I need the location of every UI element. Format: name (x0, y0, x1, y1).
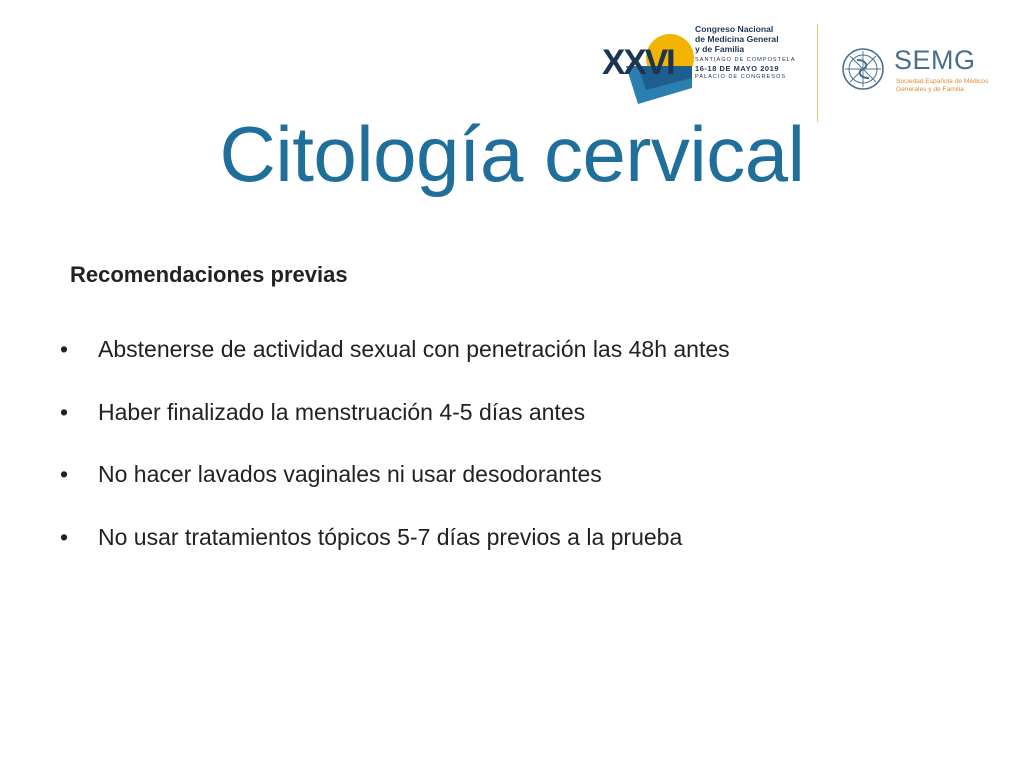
congress-name-line-1: Congreso Nacional (695, 24, 774, 34)
congress-name-line-3: y de Familia (695, 44, 745, 54)
list-item (60, 334, 960, 397)
list-item-text: Abstenerse de actividad sexual con penetración las 48h antes (98, 336, 730, 362)
list-item (60, 459, 960, 522)
congress-name-line-2: de Medicina General (695, 34, 779, 44)
list-item (60, 397, 960, 460)
list-item-text: No usar tratamientos tópicos 5-7 días previos a la prueba (98, 523, 683, 550)
recommendations-list (60, 334, 960, 584)
congress-logo (600, 18, 805, 108)
congress-numeral: XXVI (602, 43, 674, 82)
bullet-icon: • (60, 336, 69, 362)
list-item-text: No hacer lavados vaginales ni usar desodorantes (98, 461, 602, 487)
congress-dates: 16-18 DE MAYO 2019 (695, 64, 780, 73)
congress-emblem-icon (600, 18, 695, 108)
semg-emblem-icon (840, 46, 886, 92)
congress-venue: PALACIO DE CONGRESOS (695, 74, 787, 80)
semg-tagline-1: Sociedad Española de Médicos (896, 78, 989, 85)
section-heading: Recomendaciones previas (70, 262, 348, 287)
bullet-icon: • (60, 461, 69, 487)
semg-wordmark: SEMG (894, 45, 976, 75)
congress-text-block (695, 24, 805, 81)
slide-title: Citología cervical (219, 110, 805, 198)
semg-tagline-2: Generales y de Familia (896, 86, 964, 93)
list-item (60, 522, 960, 585)
semg-logo (840, 44, 989, 100)
bullet-icon: • (60, 523, 69, 550)
list-item-text: Haber finalizado la menstruación 4-5 días antes (98, 398, 586, 425)
bullet-icon: • (60, 398, 69, 425)
congress-city: SANTIAGO DE COMPOSTELA (695, 57, 796, 63)
